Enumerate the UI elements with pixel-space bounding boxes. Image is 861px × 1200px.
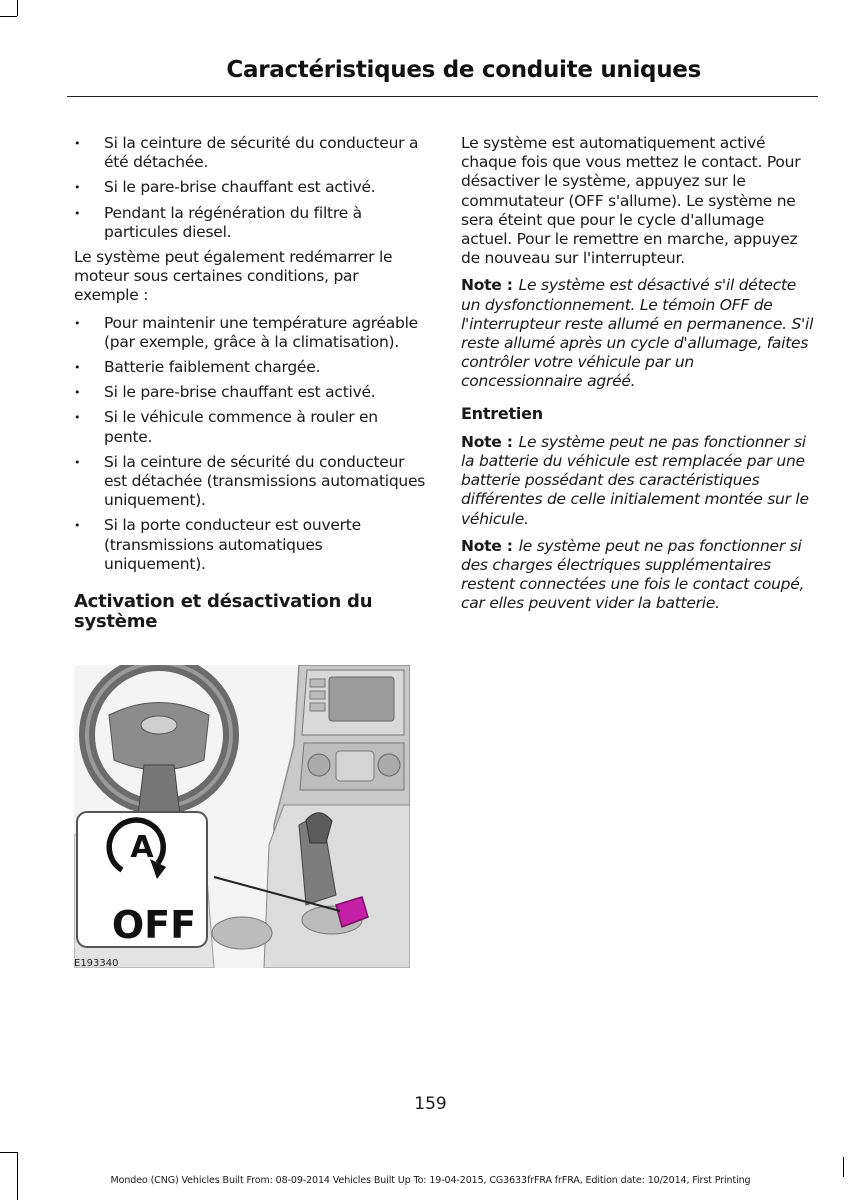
note-text: Le système peut ne pas fonctionner si la batterie du véhicule est remplacée par une batterie possédant des caractéristiques différentes de celle initialement montée sur le véhicule. <box>461 432 809 528</box>
list-item: • Si le pare-brise chauffant est activé. <box>74 383 426 402</box>
off-label: OFF <box>111 903 197 947</box>
note-label: Note : <box>461 432 513 451</box>
footer-text: Mondeo (CNG) Vehicles Built From: 08-09-2014 Vehicles Built Up To: 19-04-2015, CG3633frFRA frFRA, Edition date: 10/2014, First Printing <box>110 1175 751 1186</box>
crop-mark-top-left-h <box>0 16 17 17</box>
note-3 <box>461 537 815 614</box>
crop-mark-bottom-right <box>843 1157 844 1177</box>
page-number: 159 <box>414 1094 447 1114</box>
note-label: Note : <box>461 536 513 555</box>
page-title: Caractéristiques de conduite uniques <box>226 57 701 83</box>
list-item: • Si le véhicule commence à rouler en pente. <box>74 408 426 446</box>
list-item: • Si la ceinture de sécurité du conducteur a été détachée. <box>74 134 426 172</box>
left-column <box>74 134 426 646</box>
restart-paragraph: Le système peut également redémarrer le moteur sous certaines conditions, par exemple : <box>74 248 393 305</box>
bullet-list-top <box>74 134 426 242</box>
list-item: • Pendant la régénération du filtre à particules diesel. <box>74 204 426 242</box>
note-text: le système peut ne pas fonctionner si des charges électriques supplémentaires restent connectées une fois le contact coupé, car elles peuvent vider la batterie. <box>461 536 805 613</box>
list-item: • Batterie faiblement chargée. <box>74 358 426 377</box>
dashboard-illustration <box>74 665 410 968</box>
title-divider <box>67 96 818 97</box>
list-item: • Si la porte conducteur est ouverte (transmissions automatiques uniquement). <box>74 516 426 574</box>
note-text: Le système est désactivé s'il détecte un dysfonctionnement. Le témoin OFF de l'interrupteur reste allumé en permanence. S'il reste allumé après un cycle d'allumage, faites contrôler votre véhicule par un concessionnaire agréé. <box>461 276 814 391</box>
list-item: • Si le pare-brise chauffant est activé. <box>74 178 426 197</box>
note-1 <box>461 276 815 391</box>
bullet-list-bottom <box>74 314 426 574</box>
maintenance-heading: Entretien <box>461 403 543 423</box>
crop-mark-top-left <box>17 0 18 16</box>
note-label: Note : <box>461 276 513 295</box>
svg-text:A: A <box>130 830 154 865</box>
figure-code: E193340 <box>74 958 119 969</box>
crop-mark-bottom-left-h <box>0 1152 17 1153</box>
note-2 <box>461 433 815 529</box>
list-item: • Si la ceinture de sécurité du conducteur est détachée (transmissions automatiques uniquement). <box>74 453 426 511</box>
console-drawing <box>74 665 410 968</box>
section-heading: Activation et désactivation du système <box>74 591 373 633</box>
right-column <box>461 134 815 622</box>
list-item: • Pour maintenir une température agréable (par exemple, grâce à la climatisation). <box>74 314 426 352</box>
activation-paragraph: Le système est automatiquement activé chaque fois que vous mettez le contact. Pour désactiver le système, appuyez sur le commutateur (OFF s'allume). Le système ne sera éteint que pour le cycle d'allumage actuel. Pour le remettre en marche, appuyez de nouveau sur l'interrupteur. <box>461 134 801 268</box>
